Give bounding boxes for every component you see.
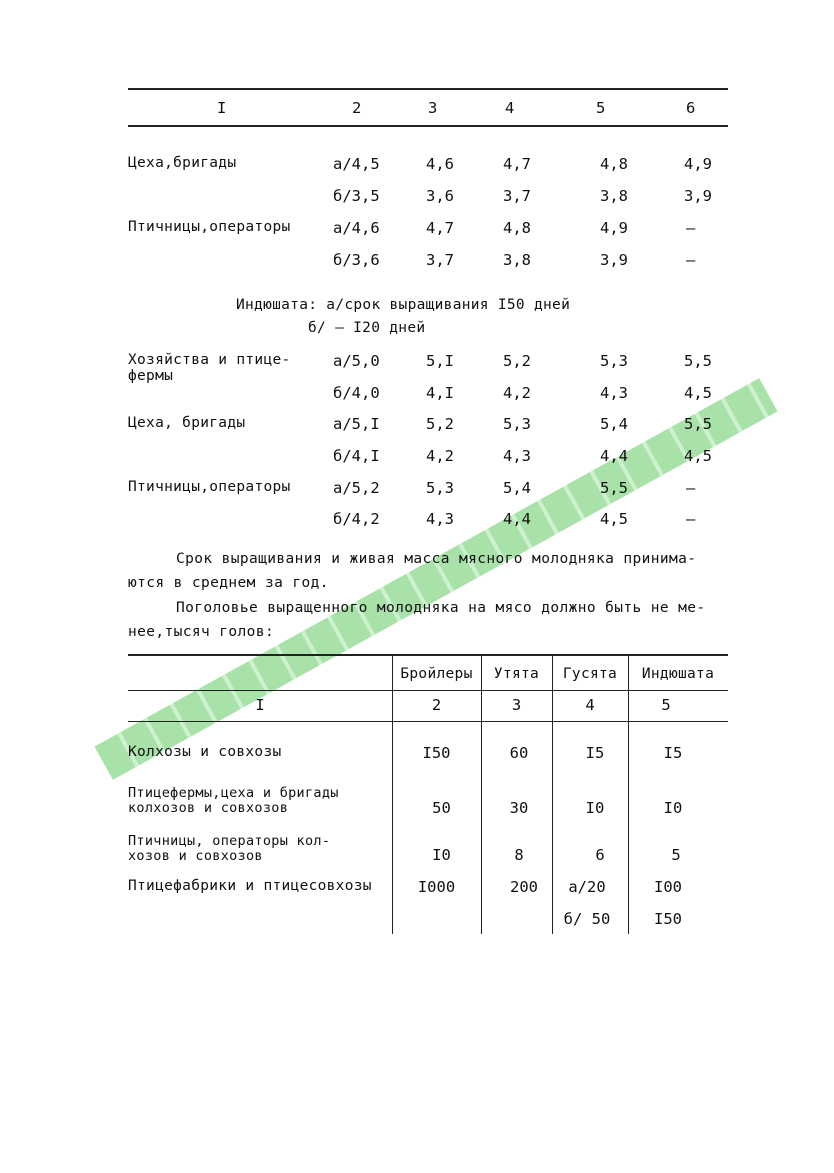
cell: б/4,0 bbox=[333, 384, 380, 402]
cell: – bbox=[686, 510, 696, 528]
cell: 5,4 bbox=[503, 479, 531, 497]
table2-colnum-5: 5 bbox=[661, 696, 671, 714]
cell: 200 bbox=[510, 878, 538, 896]
paragraph1-line2: ются в среднем за год. bbox=[128, 575, 329, 591]
cell: 3,8 bbox=[600, 187, 628, 205]
cell: 5,2 bbox=[426, 415, 454, 433]
cell: 4,2 bbox=[426, 447, 454, 465]
cell: 4,3 bbox=[600, 384, 628, 402]
cell: а/20 bbox=[568, 878, 606, 896]
cell: 50 bbox=[432, 799, 451, 817]
row-label: Птичницы,операторы bbox=[128, 479, 291, 495]
cell: 4,3 bbox=[503, 447, 531, 465]
table2-colnum-3: 3 bbox=[511, 696, 522, 714]
row-label: Птичницы, операторы кол- bbox=[128, 833, 331, 849]
table2-top-rule bbox=[128, 654, 728, 656]
cell: 4,5 bbox=[684, 384, 712, 402]
table1-header-col3: 3 bbox=[428, 99, 438, 117]
cell: I0 bbox=[585, 799, 605, 817]
cell: 5,3 bbox=[426, 479, 454, 497]
cell: 4,9 bbox=[684, 155, 712, 173]
row-label: Птицефабрики и птицесовхозы bbox=[128, 878, 372, 894]
cell: – bbox=[686, 251, 696, 269]
table2-header-broilers: Бройлеры bbox=[400, 666, 473, 682]
cell: а/5,0 bbox=[333, 352, 380, 370]
cell: 5,4 bbox=[600, 415, 628, 433]
table1-header-col1: I bbox=[217, 99, 227, 117]
table2-header-turkeys: Индюшата bbox=[641, 666, 715, 682]
cell: 4,8 bbox=[503, 219, 531, 237]
cell: 4,3 bbox=[426, 510, 454, 528]
row-label: Птицефермы,цеха и бригады bbox=[128, 785, 339, 801]
cell: – bbox=[686, 219, 696, 237]
cell: I50 bbox=[654, 910, 682, 928]
cell: 3,7 bbox=[503, 187, 531, 205]
paragraph2-line1: Поголовье выращенного молодняка на мясо должно быть не ме- bbox=[176, 600, 706, 616]
row-label: Цеха,бригады bbox=[128, 155, 237, 171]
cell: а/5,I bbox=[333, 415, 380, 433]
table2-colnum-2: 2 bbox=[431, 696, 442, 714]
table1-header-col5: 5 bbox=[596, 99, 606, 117]
cell: б/4,I bbox=[333, 447, 380, 465]
cell: 4,8 bbox=[600, 155, 628, 173]
row-label-cont: фермы bbox=[128, 368, 174, 384]
cell: – bbox=[686, 479, 696, 497]
table1-header-col2: 2 bbox=[352, 99, 362, 117]
cell: а/4,6 bbox=[333, 219, 380, 237]
cell: а/4,5 bbox=[333, 155, 380, 173]
cell: 5,5 bbox=[600, 479, 628, 497]
cell: 4,4 bbox=[600, 447, 628, 465]
cell: I0 bbox=[432, 846, 451, 864]
table2-header-rule bbox=[128, 690, 728, 691]
cell: 6 bbox=[595, 846, 605, 864]
row-label: Цеха, бригады bbox=[128, 415, 246, 431]
table2-header-goslings: Гусята bbox=[562, 666, 618, 682]
row-label: Птичницы,операторы bbox=[128, 219, 291, 235]
table1-header-col6: 6 bbox=[686, 99, 696, 117]
row-label: Колхозы и совхозы bbox=[128, 744, 282, 760]
row-label-cont: хозов и совхозов bbox=[128, 848, 263, 864]
cell: 4,9 bbox=[600, 219, 628, 237]
cell: 5,I bbox=[426, 352, 454, 370]
cell: 5,2 bbox=[503, 352, 531, 370]
cell: б/3,6 bbox=[333, 251, 380, 269]
cell: 60 bbox=[509, 744, 529, 762]
cell: 5,5 bbox=[684, 415, 712, 433]
cell: 3,7 bbox=[426, 251, 454, 269]
cell: I5 bbox=[663, 744, 683, 762]
cell: 4,4 bbox=[503, 510, 531, 528]
cell: б/3,5 bbox=[333, 187, 380, 205]
table2-colnum-4: 4 bbox=[585, 696, 595, 714]
cell: 3,9 bbox=[600, 251, 628, 269]
row-label: Хозяйства и птице- bbox=[128, 352, 291, 368]
cell: 5,5 bbox=[684, 352, 712, 370]
paragraph1-line1: Срок выращивания и живая масса мясного молодняка принима- bbox=[176, 551, 697, 567]
cell: 3,9 bbox=[684, 187, 712, 205]
cell: 4,5 bbox=[684, 447, 712, 465]
section-title-line2: б/ – I20 дней bbox=[308, 320, 426, 336]
cell: б/ 50 bbox=[563, 910, 611, 928]
row-label-cont: колхозов и совхозов bbox=[128, 800, 289, 816]
cell: 4,2 bbox=[503, 384, 531, 402]
table2-header-ducklings: Утята bbox=[493, 666, 540, 682]
cell: 5 bbox=[671, 846, 681, 864]
table2-colnum-1: I bbox=[255, 696, 265, 714]
cell: 3,6 bbox=[426, 187, 454, 205]
cell: 5,3 bbox=[600, 352, 628, 370]
cell: 4,7 bbox=[426, 219, 454, 237]
table1-header-col4: 4 bbox=[505, 99, 515, 117]
cell: б/4,2 bbox=[333, 510, 380, 528]
section-title-line1: Индюшата: а/срок выращивания I50 дней bbox=[236, 297, 571, 313]
cell: 8 bbox=[514, 846, 524, 864]
cell: 3,8 bbox=[503, 251, 531, 269]
cell: 4,6 bbox=[426, 155, 454, 173]
cell: а/5,2 bbox=[333, 479, 380, 497]
table1-header-rule bbox=[128, 125, 728, 127]
cell: I50 bbox=[422, 744, 451, 762]
table2-colnum-rule bbox=[128, 721, 728, 722]
cell: 4,7 bbox=[503, 155, 531, 173]
cell: I5 bbox=[585, 744, 605, 762]
cell: 5,3 bbox=[503, 415, 531, 433]
cell: 30 bbox=[509, 799, 529, 817]
paragraph2-line2: нее,тысяч голов: bbox=[128, 624, 275, 640]
cell: I0 bbox=[663, 799, 683, 817]
table1-top-rule bbox=[128, 88, 728, 90]
cell: I000 bbox=[417, 878, 456, 896]
cell: 4,I bbox=[426, 384, 454, 402]
cell: I00 bbox=[654, 878, 682, 896]
cell: 4,5 bbox=[600, 510, 628, 528]
